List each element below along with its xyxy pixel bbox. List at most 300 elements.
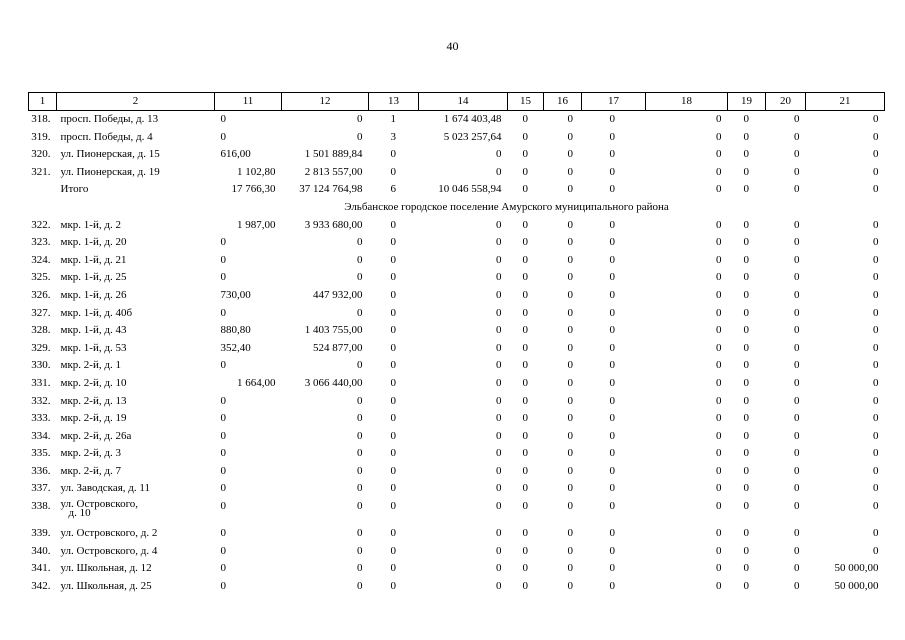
- address-cell: мкр. 2-й, д. 13: [60, 394, 127, 407]
- value-cell-col-12: 0: [357, 359, 363, 372]
- value-cell-col-12: 0: [357, 562, 363, 575]
- table-row: [29, 357, 885, 375]
- row-number-cell: 340.: [31, 544, 51, 557]
- value-cell-col-13: 0: [390, 148, 396, 161]
- value-cell-col-13: 0: [390, 562, 396, 575]
- column-header: 20: [766, 93, 806, 111]
- value-cell-col-15: 0: [522, 579, 528, 592]
- value-cell-col-17: 0: [609, 183, 615, 196]
- value-cell-col-16: 0: [567, 429, 573, 442]
- value-cell-col-15: 0: [522, 306, 528, 319]
- row-number-cell: 318.: [31, 113, 51, 125]
- value-cell-col-13: 0: [390, 165, 396, 178]
- value-cell-col-19: 0: [743, 341, 749, 354]
- value-cell-col-17: 0: [609, 165, 615, 178]
- value-cell-col-16: 0: [567, 253, 573, 266]
- value-cell-col-12: 0: [357, 412, 363, 425]
- value-cell-col-17: 0: [609, 394, 615, 407]
- table-row: [29, 525, 885, 543]
- value-cell-col-21: 0: [873, 376, 879, 389]
- value-cell-col-15: 0: [522, 429, 528, 442]
- value-cell-col-21: 0: [873, 412, 879, 425]
- value-cell-col-18: 0: [716, 253, 722, 266]
- value-cell-col-14: 0: [496, 359, 502, 372]
- value-cell-col-12: 0: [357, 271, 363, 284]
- value-cell-col-14: 0: [496, 236, 502, 249]
- value-cell-col-11: 17 766,30: [231, 183, 276, 196]
- value-cell-col-13: 0: [390, 412, 396, 425]
- value-cell-col-13: 0: [390, 376, 396, 389]
- value-cell-col-20: 0: [794, 148, 800, 161]
- value-cell-col-18: 0: [716, 130, 722, 143]
- value-cell-col-12: 0: [357, 130, 363, 143]
- value-cell-col-17: 0: [609, 482, 615, 495]
- value-cell-col-21: 50 000,00: [834, 562, 879, 575]
- row-number-cell: 326.: [31, 288, 51, 301]
- address-cell: мкр. 2-й, д. 19: [60, 412, 127, 425]
- value-cell-col-14: 0: [496, 482, 502, 495]
- table-row: [29, 498, 885, 525]
- address-cell: мкр. 1-й, д. 21: [60, 253, 127, 266]
- value-cell-col-21: 0: [873, 130, 879, 143]
- row-number-cell: 328.: [31, 324, 51, 337]
- value-cell-col-18: 0: [716, 271, 722, 284]
- value-cell-col-15: 0: [522, 165, 528, 178]
- value-cell-col-14: 0: [496, 341, 502, 354]
- value-cell-col-11: 0: [220, 253, 226, 266]
- value-cell-col-11: 0: [220, 359, 226, 372]
- value-cell-col-14: 0: [496, 253, 502, 266]
- value-cell-col-19: 0: [743, 113, 749, 125]
- row-number-cell: 321.: [31, 165, 51, 178]
- value-cell-col-21: 0: [873, 271, 879, 284]
- value-cell-col-21: 0: [873, 482, 879, 495]
- value-cell-col-13: 0: [390, 394, 396, 407]
- value-cell-col-20: 0: [794, 306, 800, 319]
- value-cell-col-11: 1 664,00: [237, 376, 276, 389]
- address-cell: Итого: [60, 183, 89, 196]
- value-cell-col-14: 0: [496, 288, 502, 301]
- value-cell-col-11: 1 987,00: [237, 218, 276, 231]
- column-header: 16: [544, 93, 582, 111]
- value-cell-col-15: 0: [522, 218, 528, 231]
- value-cell-col-21: 50 000,00: [834, 579, 879, 592]
- table-row: [29, 129, 885, 147]
- value-cell-col-14: 0: [496, 579, 502, 592]
- value-cell-col-18: 0: [716, 113, 722, 125]
- value-cell-col-15: 0: [522, 394, 528, 407]
- row-number-cell: 322.: [31, 218, 51, 231]
- row-number-cell: 331.: [31, 376, 51, 389]
- section-header-row: [29, 199, 885, 217]
- value-cell-col-19: 0: [743, 579, 749, 592]
- value-cell-col-17: 0: [609, 130, 615, 143]
- address-cell: мкр. 2-й, д. 7: [60, 464, 121, 477]
- table-row: [29, 445, 885, 463]
- value-cell-col-20: 0: [794, 341, 800, 354]
- value-cell-col-18: 0: [716, 527, 722, 540]
- table-row: [29, 234, 885, 252]
- value-cell-col-16: 0: [567, 271, 573, 284]
- value-cell-col-17: 0: [609, 376, 615, 389]
- value-cell-col-17: 0: [609, 500, 615, 513]
- value-cell-col-15: 0: [522, 447, 528, 460]
- value-cell-col-15: 0: [522, 544, 528, 557]
- value-cell-col-20: 0: [794, 130, 800, 143]
- value-cell-col-11: 352,40: [220, 341, 251, 354]
- row-number-cell: [29, 181, 57, 199]
- value-cell-col-18: 0: [716, 412, 722, 425]
- table-row: [29, 111, 885, 129]
- value-cell-col-16: 0: [567, 359, 573, 372]
- value-cell-col-21: 0: [873, 113, 879, 125]
- value-cell-col-20: 0: [794, 183, 800, 196]
- value-cell-col-14: 10 046 558,94: [438, 183, 502, 196]
- value-cell-col-11: 0: [220, 500, 226, 513]
- column-header: 15: [508, 93, 544, 111]
- value-cell-col-18: 0: [716, 562, 722, 575]
- total-row: [29, 181, 885, 199]
- value-cell-col-21: 0: [873, 324, 879, 337]
- address-cell: ул. Пионерская, д. 19: [60, 165, 160, 178]
- value-cell-col-12: 0: [357, 429, 363, 442]
- value-cell-col-15: 0: [522, 464, 528, 477]
- value-cell-col-16: 0: [567, 394, 573, 407]
- row-number-cell: 335.: [31, 447, 51, 460]
- value-cell-col-15: 0: [522, 236, 528, 249]
- address-cell: мкр. 1-й, д. 20: [60, 236, 127, 249]
- value-cell-col-15: 0: [522, 341, 528, 354]
- value-cell-col-13: 0: [390, 447, 396, 460]
- header-row: [29, 93, 885, 111]
- value-cell-col-18: 0: [716, 464, 722, 477]
- value-cell-col-21: 0: [873, 359, 879, 372]
- row-number-cell: 330.: [31, 359, 51, 372]
- value-cell-col-15: 0: [522, 148, 528, 161]
- value-cell-col-19: 0: [743, 562, 749, 575]
- value-cell-col-19: 0: [743, 165, 749, 178]
- value-cell-col-17: 0: [609, 236, 615, 249]
- value-cell-col-16: 0: [567, 324, 573, 337]
- table-row: [29, 146, 885, 164]
- value-cell-col-13: 0: [390, 218, 396, 231]
- row-number-cell: 342.: [31, 579, 51, 592]
- value-cell-col-20: 0: [794, 253, 800, 266]
- value-cell-col-11: 0: [220, 544, 226, 557]
- value-cell-col-11: 0: [220, 527, 226, 540]
- value-cell-col-20: 0: [794, 500, 800, 513]
- value-cell-col-20: 0: [794, 429, 800, 442]
- address-cell: ул. Островского, д. 10: [60, 498, 139, 520]
- value-cell-col-11: 0: [220, 429, 226, 442]
- value-cell-col-20: 0: [794, 288, 800, 301]
- address-cell: мкр. 2-й, д. 26а: [60, 429, 132, 442]
- value-cell-col-21: 0: [873, 394, 879, 407]
- value-cell-col-11: 0: [220, 236, 226, 249]
- address-cell: мкр. 2-й, д. 1: [60, 359, 121, 372]
- row-number-cell: 320.: [31, 148, 51, 161]
- value-cell-col-16: 0: [567, 412, 573, 425]
- row-number-cell: 319.: [31, 130, 51, 143]
- page-number: 40: [446, 39, 459, 53]
- value-cell-col-12: 0: [357, 253, 363, 266]
- column-header: 19: [728, 93, 766, 111]
- value-cell-col-11: 0: [220, 394, 226, 407]
- value-cell-col-21: 0: [873, 165, 879, 178]
- address-cell: ул. Школьная, д. 12: [60, 562, 152, 575]
- value-cell-col-13: 0: [390, 341, 396, 354]
- value-cell-col-18: 0: [716, 376, 722, 389]
- table-row: [29, 480, 885, 498]
- value-cell-col-11: 0: [220, 447, 226, 460]
- value-cell-col-11: 0: [220, 562, 226, 575]
- value-cell-col-20: 0: [794, 271, 800, 284]
- value-cell-col-15: 0: [522, 482, 528, 495]
- value-cell-col-11: 0: [220, 482, 226, 495]
- value-cell-col-14: 0: [496, 527, 502, 540]
- value-cell-col-19: 0: [743, 183, 749, 196]
- value-cell-col-20: 0: [794, 165, 800, 178]
- value-cell-col-17: 0: [609, 341, 615, 354]
- value-cell-col-17: 0: [609, 464, 615, 477]
- value-cell-col-21: 0: [873, 429, 879, 442]
- value-cell-col-19: 0: [743, 544, 749, 557]
- value-cell-col-12: 0: [357, 579, 363, 592]
- value-cell-col-13: 0: [390, 500, 396, 513]
- value-cell-col-12: 0: [357, 544, 363, 557]
- column-header: 17: [582, 93, 646, 111]
- value-cell-col-17: 0: [609, 429, 615, 442]
- value-cell-col-12: 0: [357, 113, 363, 125]
- value-cell-col-17: 0: [609, 288, 615, 301]
- value-cell-col-18: 0: [716, 288, 722, 301]
- value-cell-col-13: 0: [390, 359, 396, 372]
- value-cell-col-16: 0: [567, 165, 573, 178]
- address-cell: мкр. 1-й, д. 26: [60, 288, 127, 301]
- value-cell-col-16: 0: [567, 500, 573, 513]
- value-cell-col-15: 0: [522, 130, 528, 143]
- row-number-cell: 334.: [31, 429, 51, 442]
- value-cell-col-21: 0: [873, 341, 879, 354]
- value-cell-col-18: 0: [716, 341, 722, 354]
- value-cell-col-15: 0: [522, 113, 528, 125]
- value-cell-col-14: 0: [496, 500, 502, 513]
- value-cell-col-12: 1 501 889,84: [304, 148, 363, 161]
- value-cell-col-14: 0: [496, 429, 502, 442]
- value-cell-col-13: 0: [390, 464, 396, 477]
- value-cell-col-11: 0: [220, 464, 226, 477]
- value-cell-col-12: 3 933 680,00: [304, 218, 363, 231]
- value-cell-col-17: 0: [609, 359, 615, 372]
- row-number-cell: 339.: [31, 527, 51, 540]
- value-cell-col-17: 0: [609, 544, 615, 557]
- value-cell-col-17: 0: [609, 412, 615, 425]
- value-cell-col-20: 0: [794, 324, 800, 337]
- value-cell-col-18: 0: [716, 324, 722, 337]
- value-cell-col-16: 0: [567, 562, 573, 575]
- value-cell-col-17: 0: [609, 306, 615, 319]
- value-cell-col-16: 0: [567, 130, 573, 143]
- table-row: [29, 578, 885, 596]
- value-cell-col-18: 0: [716, 218, 722, 231]
- value-cell-col-13: 0: [390, 271, 396, 284]
- table-row: [29, 322, 885, 340]
- address-cell: мкр. 1-й, д. 53: [60, 341, 127, 354]
- value-cell-col-19: 0: [743, 288, 749, 301]
- table-row: [29, 463, 885, 481]
- value-cell-col-21: 0: [873, 464, 879, 477]
- value-cell-col-21: 0: [873, 447, 879, 460]
- value-cell-col-12: 37 124 764,98: [299, 183, 363, 196]
- value-cell-col-17: 0: [609, 324, 615, 337]
- value-cell-col-19: 0: [743, 236, 749, 249]
- table-row: [29, 217, 885, 235]
- value-cell-col-19: 0: [743, 447, 749, 460]
- value-cell-col-19: 0: [743, 500, 749, 513]
- table-row: [29, 428, 885, 446]
- value-cell-col-12: 0: [357, 306, 363, 319]
- row-number-cell: 323.: [31, 236, 51, 249]
- value-cell-col-13: 6: [390, 183, 396, 196]
- value-cell-col-17: 0: [609, 113, 615, 125]
- value-cell-col-18: 0: [716, 482, 722, 495]
- value-cell-col-20: 0: [794, 359, 800, 372]
- value-cell-col-14: 0: [496, 544, 502, 557]
- value-cell-col-17: 0: [609, 527, 615, 540]
- value-cell-col-19: 0: [743, 306, 749, 319]
- value-cell-col-13: 1: [390, 113, 396, 125]
- value-cell-col-19: 0: [743, 482, 749, 495]
- value-cell-col-20: 0: [794, 482, 800, 495]
- table-row: [29, 164, 885, 182]
- value-cell-col-12: 0: [357, 447, 363, 460]
- value-cell-col-20: 0: [794, 218, 800, 231]
- table-row: [29, 560, 885, 578]
- value-cell-col-18: 0: [716, 165, 722, 178]
- value-cell-col-12: 1 403 755,00: [304, 324, 363, 337]
- table-row: [29, 375, 885, 393]
- value-cell-col-11: 730,00: [220, 288, 251, 301]
- value-cell-col-12: 0: [357, 500, 363, 513]
- value-cell-col-12: 524 877,00: [313, 341, 363, 354]
- value-cell-col-11: 616,00: [220, 148, 251, 161]
- value-cell-col-16: 0: [567, 306, 573, 319]
- value-cell-col-18: 0: [716, 359, 722, 372]
- value-cell-col-21: 0: [873, 148, 879, 161]
- value-cell-col-19: 0: [743, 464, 749, 477]
- column-header: 14: [419, 93, 508, 111]
- value-cell-col-20: 0: [794, 394, 800, 407]
- value-cell-col-17: 0: [609, 218, 615, 231]
- value-cell-col-18: 0: [716, 447, 722, 460]
- table-row: [29, 543, 885, 561]
- value-cell-col-15: 0: [522, 271, 528, 284]
- value-cell-col-13: 0: [390, 306, 396, 319]
- value-cell-col-19: 0: [743, 376, 749, 389]
- value-cell-col-17: 0: [609, 271, 615, 284]
- value-cell-col-16: 0: [567, 288, 573, 301]
- value-cell-col-16: 0: [567, 341, 573, 354]
- value-cell-col-14: 0: [496, 271, 502, 284]
- row-number-cell: 329.: [31, 341, 51, 354]
- row-number-cell: 333.: [31, 412, 51, 425]
- value-cell-col-12: 0: [357, 394, 363, 407]
- value-cell-col-18: 0: [716, 544, 722, 557]
- row-number-cell: 327.: [31, 306, 51, 319]
- value-cell-col-18: 0: [716, 500, 722, 513]
- value-cell-col-18: 0: [716, 394, 722, 407]
- value-cell-col-16: 0: [567, 482, 573, 495]
- value-cell-col-20: 0: [794, 544, 800, 557]
- address-cell: просп. Победы, д. 13: [60, 113, 159, 125]
- value-cell-col-18: 0: [716, 429, 722, 442]
- address-cell: ул. Школьная, д. 25: [60, 579, 152, 592]
- value-cell-col-19: 0: [743, 527, 749, 540]
- value-cell-col-15: 0: [522, 412, 528, 425]
- row-number-cell: 341.: [31, 562, 51, 575]
- value-cell-col-15: 0: [522, 183, 528, 196]
- row-number-cell: 332.: [31, 394, 51, 407]
- value-cell-col-11: 1 102,80: [237, 165, 276, 178]
- value-cell-col-13: 0: [390, 288, 396, 301]
- value-cell-col-15: 0: [522, 527, 528, 540]
- value-cell-col-13: 0: [390, 429, 396, 442]
- value-cell-col-14: 0: [496, 306, 502, 319]
- row-number-cell: 325.: [31, 271, 51, 284]
- value-cell-col-15: 0: [522, 324, 528, 337]
- value-cell-col-14: 0: [496, 394, 502, 407]
- row-number-cell: 338.: [31, 500, 51, 513]
- value-cell-col-16: 0: [567, 527, 573, 540]
- value-cell-col-18: 0: [716, 306, 722, 319]
- value-cell-col-14: 0: [496, 447, 502, 460]
- value-cell-col-19: 0: [743, 148, 749, 161]
- table-row: [29, 305, 885, 323]
- value-cell-col-19: 0: [743, 412, 749, 425]
- value-cell-col-11: 0: [220, 113, 226, 125]
- value-cell-col-14: 1 674 403,48: [443, 113, 502, 125]
- value-cell-col-15: 0: [522, 562, 528, 575]
- value-cell-col-12: 0: [357, 464, 363, 477]
- row-number-cell: 324.: [31, 253, 51, 266]
- value-cell-col-13: 0: [390, 527, 396, 540]
- value-cell-col-17: 0: [609, 579, 615, 592]
- value-cell-col-13: 3: [390, 130, 396, 143]
- value-cell-col-19: 0: [743, 359, 749, 372]
- value-cell-col-11: 0: [220, 130, 226, 143]
- value-cell-col-11: 880,80: [220, 324, 251, 337]
- address-cell: ул. Островского, д. 2: [60, 527, 158, 540]
- address-cell: ул. Островского, д. 4: [60, 544, 158, 557]
- value-cell-col-15: 0: [522, 253, 528, 266]
- value-cell-col-21: 0: [873, 544, 879, 557]
- value-cell-col-20: 0: [794, 113, 800, 125]
- address-cell: ул. Пионерская, д. 15: [60, 148, 160, 161]
- value-cell-col-16: 0: [567, 376, 573, 389]
- column-header: 13: [369, 93, 419, 111]
- value-cell-col-21: 0: [873, 236, 879, 249]
- value-cell-col-14: 0: [496, 376, 502, 389]
- value-cell-col-16: 0: [567, 447, 573, 460]
- value-cell-col-20: 0: [794, 236, 800, 249]
- value-cell-col-21: 0: [873, 288, 879, 301]
- address-cell: мкр. 2-й, д. 3: [60, 447, 121, 460]
- value-cell-col-12: 2 813 557,00: [304, 165, 363, 178]
- section-title: Эльбанское городское поселение Амурского муниципального района: [344, 200, 669, 213]
- value-cell-col-13: 0: [390, 236, 396, 249]
- table-row: [29, 340, 885, 358]
- value-cell-col-21: 0: [873, 218, 879, 231]
